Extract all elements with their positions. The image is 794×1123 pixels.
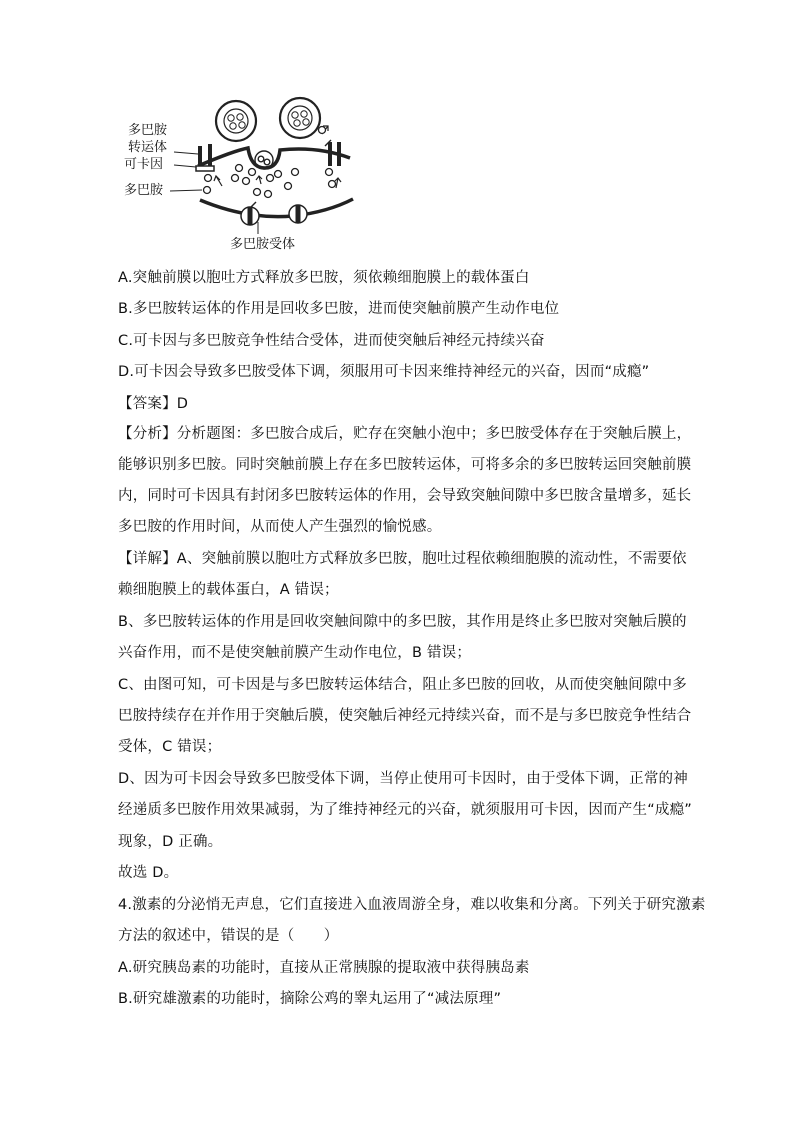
detail-line: B、多巴胺转运体的作用是回收突触间隙中的多巴胺，其作用是终止多巴胺对突触后膜的 [118, 614, 687, 630]
analysis-line: 内，同时可卡因具有封闭多巴胺转运体的作用，会导致突触间隙中多巴胺含量增多，延长 [118, 488, 692, 504]
analysis-line: 【分析】分析题图：多巴胺合成后，贮存在突触小泡中；多巴胺受体存在于突触后膜上， [118, 426, 692, 442]
synapse-diagram [118, 96, 368, 258]
answer: 【答案】D [118, 396, 189, 412]
label-transporter-line2: 转运体 [128, 140, 168, 155]
analysis-line: 多巴胺的作用时间，从而使人产生强烈的愉悦感。 [118, 519, 442, 535]
question4-stem: 方法的叙述中，错误的是（ ） [118, 928, 339, 944]
dopamine-receptor [241, 202, 259, 225]
synaptic-vesicle [216, 101, 256, 141]
detail-line: D、因为可卡因会导致多巴胺受体下调，当停止使用可卡因时，由于受体下调，正常的神 [118, 771, 688, 787]
synapse-figure [118, 96, 368, 258]
detail-line: 现象，D 正确。 [118, 834, 223, 850]
synaptic-vesicle [280, 98, 320, 138]
label-dopamine: 多巴胺 [124, 183, 164, 198]
question4-stem: 4.激素的分泌悄无声息，它们直接进入血液周游全身，难以收集和分离。下列关于研究激素 [118, 897, 706, 913]
detail-line: 受体，C 错误； [118, 739, 222, 755]
dopamine-receptor [289, 205, 307, 223]
option-a: A.突触前膜以胞吐方式释放多巴胺，须依赖细胞膜上的载体蛋白 [118, 270, 530, 286]
question4-option-b: B.研究雄激素的功能时，摘除公鸡的睾丸运用了“减法原理” [118, 991, 502, 1007]
detail-line: 经递质多巴胺作用效果减弱，为了维持神经元的兴奋，就须服用可卡因，因而产生“成瘾” [118, 802, 693, 818]
option-d: D.可卡因会导致多巴胺受体下调，须服用可卡因来维持神经元的兴奋，因而“成瘾” [118, 364, 650, 380]
label-transporter-line1: 多巴胺 [128, 123, 168, 138]
detail-line: 赖细胞膜上的载体蛋白，A 错误； [118, 582, 339, 598]
dopamine-transporter-blocked [196, 144, 214, 171]
option-c: C.可卡因与多巴胺竞争性结合受体，进而使突触后神经元持续兴奋 [118, 333, 545, 349]
choose-line: 故选 D。 [118, 865, 179, 881]
label-receptor: 多巴胺受体 [230, 237, 296, 252]
option-b: B.多巴胺转运体的作用是回收多巴胺，进而使突触前膜产生动作电位 [118, 301, 560, 317]
postsynaptic-membrane [200, 199, 353, 217]
label-cocaine: 可卡因 [124, 157, 164, 172]
detail-line: 【详解】A、突触前膜以胞吐方式释放多巴胺，胞吐过程依赖细胞膜的流动性，不需要依 [118, 551, 687, 567]
detail-line: C、由图可知，可卡因是与多巴胺转运体结合，阻止多巴胺的回收，从而使突触间隙中多 [118, 677, 687, 693]
detail-line: 巴胺持续存在并作用于突触后膜，使突触后神经元持续兴奋，而不是与多巴胺竞争性结合 [118, 708, 692, 724]
presynaptic-membrane [198, 148, 350, 168]
analysis-line: 能够识别多巴胺。同时突触前膜上存在多巴胺转运体，可将多余的多巴胺转运回突触前膜 [118, 457, 692, 473]
detail-line: 兴奋作用，而不是使突触前膜产生动作电位，B 错误； [118, 645, 472, 661]
question4-option-a: A.研究胰岛素的功能时，直接从正常胰腺的提取液中获得胰岛素 [118, 960, 530, 976]
